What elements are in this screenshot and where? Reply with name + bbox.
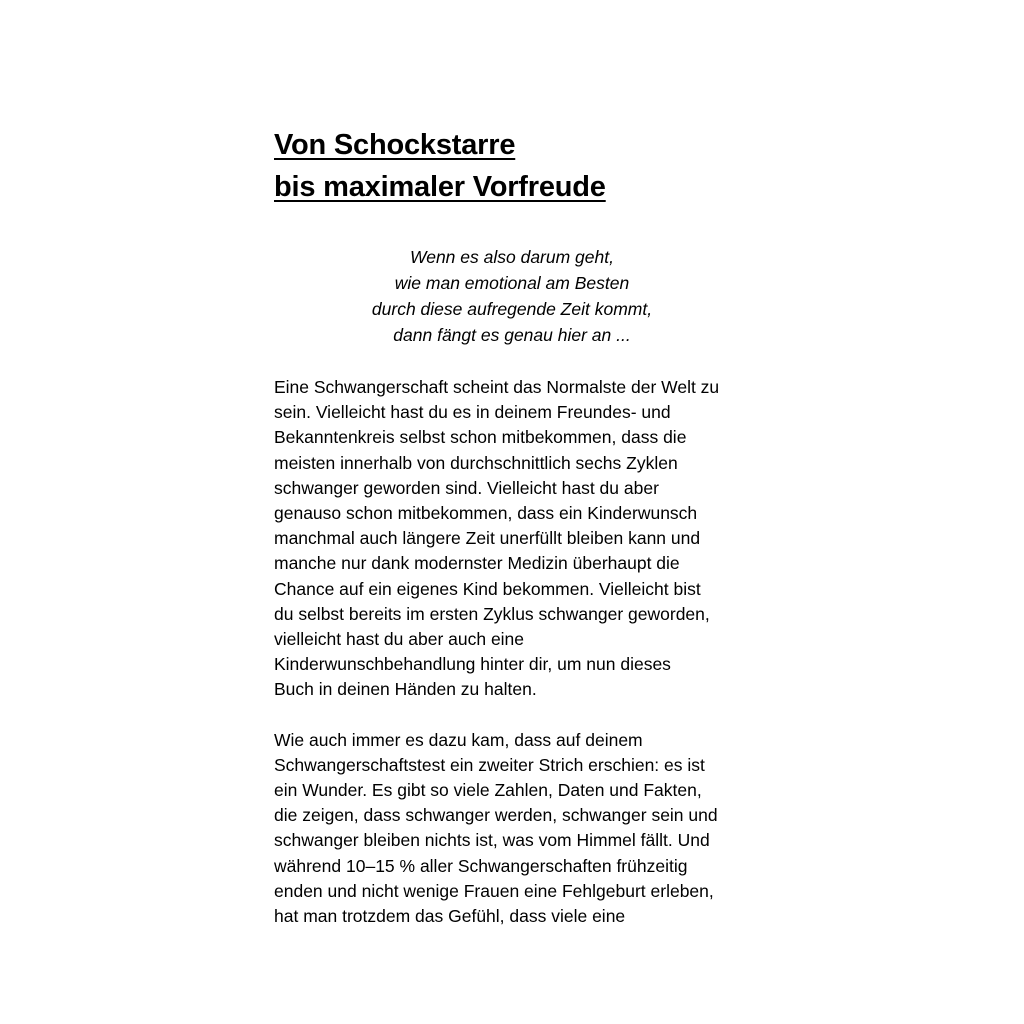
- text-line: sein. Vielleicht hast du es in deinem Freundes- und: [274, 402, 671, 423]
- motto-line: durch diese aufregende Zeit kommt,: [371, 299, 653, 319]
- text-line: schwanger bleiben nichts ist, was vom Himmel fällt. Und: [274, 830, 710, 851]
- text-line: genauso schon mitbekommen, dass ein Kinderwunsch: [274, 503, 698, 524]
- chapter-title-line-1: Von Schockstarre: [274, 129, 516, 161]
- text-line: Wie auch immer es dazu kam, dass auf deinem: [274, 729, 643, 750]
- text-line: Schwangerschaftstest ein zweiter Strich erschien: es ist: [274, 754, 705, 775]
- text-line: die zeigen, dass schwanger werden, schwanger sein und: [274, 805, 718, 826]
- motto-line: dann fängt es genau hier an ...: [393, 325, 631, 345]
- text-line: enden und nicht wenige Frauen eine Fehlgeburt erleben,: [274, 880, 714, 901]
- chapter-title: [274, 124, 764, 208]
- text-line: meisten innerhalb von durchschnittlich sechs Zyklen: [274, 452, 678, 473]
- text-line: hat man trotzdem das Gefühl, dass viele eine: [274, 906, 626, 927]
- text-line: schwanger geworden sind. Vielleicht hast du aber: [274, 477, 659, 498]
- text-line: Chance auf ein eigenes Kind bekommen. Vielleicht bist: [274, 578, 701, 599]
- text-line: Buch in deinen Händen zu halten.: [274, 679, 537, 700]
- motto-line: Wenn es also darum geht,: [410, 247, 614, 267]
- text-line: Eine Schwangerschaft scheint das Normalste der Welt zu: [274, 377, 720, 397]
- text-line: ein Wunder. Es gibt so viele Zahlen, Daten und Fakten,: [274, 780, 702, 801]
- text-line: du selbst bereits im ersten Zyklus schwanger geworden,: [274, 603, 710, 624]
- chapter-title-line-2: bis maximaler Vorfreude: [274, 171, 606, 203]
- text-line: Bekanntenkreis selbst schon mitbekommen, dass die: [274, 427, 687, 448]
- text-line: während 10–15 % aller Schwangerschaften frühzeitig: [274, 855, 688, 876]
- body-paragraph-1: [274, 375, 764, 703]
- body-paragraph-2: [274, 728, 764, 930]
- text-line: manchmal auch längere Zeit unerfüllt bleiben kann und: [274, 528, 701, 549]
- text-line: Kinderwunschbehandlung hinter dir, um nun dieses: [274, 654, 671, 675]
- motto-quote: [274, 244, 750, 348]
- text-line: vielleicht hast du aber auch eine: [274, 629, 525, 650]
- text-line: manche nur dank modernster Medizin überhaupt die: [274, 553, 680, 574]
- page-content: [274, 124, 764, 929]
- motto-line: wie man emotional am Besten: [394, 273, 630, 293]
